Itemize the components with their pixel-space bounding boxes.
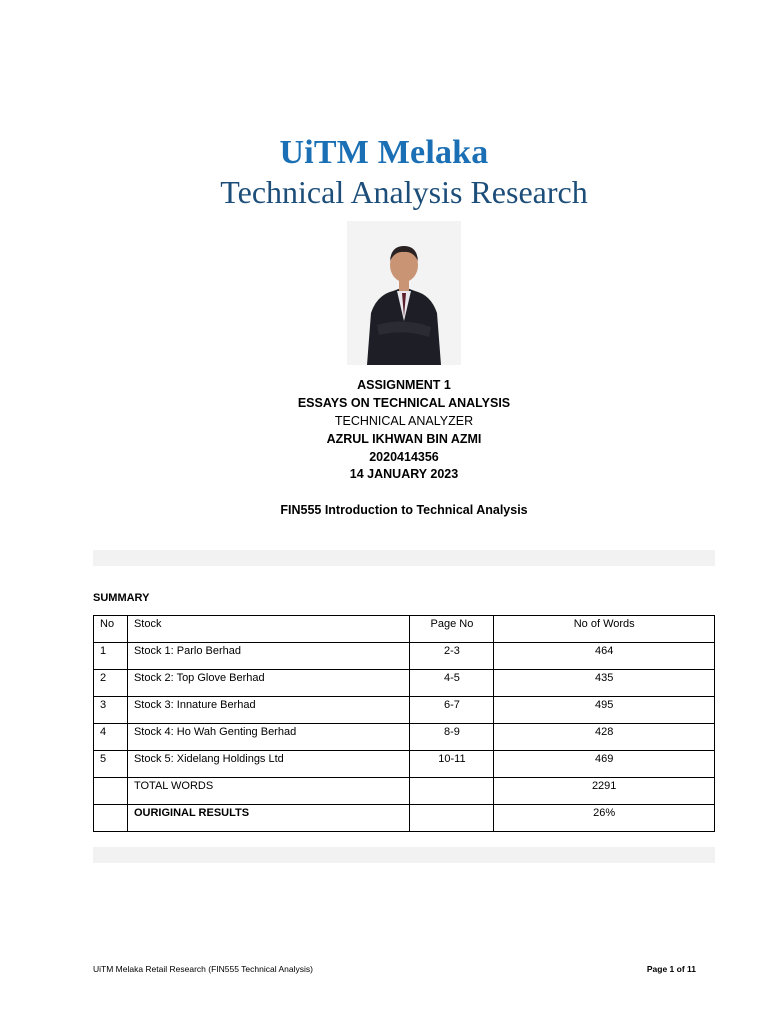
originality-row <box>94 805 715 832</box>
assignment-label: ASSIGNMENT 1 <box>357 378 451 392</box>
cell-words: 464 <box>494 643 715 670</box>
table-header-row <box>94 616 715 643</box>
cell-page: 8-9 <box>410 724 494 751</box>
footer-left: UiTM Melaka Retail Research (FIN555 Technical Analysis) <box>93 964 313 974</box>
col-header-stock: Stock <box>127 616 410 643</box>
cell-no: 3 <box>94 697 128 724</box>
author-name: AZRUL IKHWAN BIN AZMI <box>326 432 482 446</box>
summary-table <box>93 615 715 832</box>
cell-words: 495 <box>494 697 715 724</box>
student-id: 2020414356 <box>369 450 439 464</box>
author-photo <box>347 221 461 365</box>
submission-date: 14 JANUARY 2023 <box>349 467 459 481</box>
table-row <box>94 724 715 751</box>
cell-page: 4-5 <box>410 670 494 697</box>
cell-page: 2-3 <box>410 643 494 670</box>
cell-no: 1 <box>94 643 128 670</box>
originality-label: OURIGINAL RESULTS <box>127 805 410 832</box>
total-words-row <box>94 778 715 805</box>
table-row <box>94 643 715 670</box>
cell-no: 5 <box>94 751 128 778</box>
course-title: FIN555 Introduction to Technical Analysis <box>280 503 528 517</box>
col-header-no: No <box>94 616 128 643</box>
divider-band-bottom <box>93 847 715 863</box>
institution-title: UiTM Melaka <box>279 134 489 171</box>
originality-value: 26% <box>494 805 715 832</box>
report-title: Technical Analysis Research <box>220 174 588 210</box>
cell-no: 2 <box>94 670 128 697</box>
total-words-value: 2291 <box>494 778 715 805</box>
cell-words: 428 <box>494 724 715 751</box>
table-row <box>94 697 715 724</box>
cell-page: 6-7 <box>410 697 494 724</box>
cell-page: 10-11 <box>410 751 494 778</box>
table-row <box>94 670 715 697</box>
col-header-words: No of Words <box>494 616 715 643</box>
cell-stock: Stock 4: Ho Wah Genting Berhad <box>127 724 410 751</box>
table-row <box>94 751 715 778</box>
cell-stock: Stock 1: Parlo Berhad <box>127 643 410 670</box>
role-label: TECHNICAL ANALYZER <box>334 414 474 428</box>
cell-words: 469 <box>494 751 715 778</box>
page-number: Page 1 of 11 <box>646 964 696 974</box>
cell-no: 4 <box>94 724 128 751</box>
cell-stock: Stock 2: Top Glove Berhad <box>127 670 410 697</box>
essays-label: ESSAYS ON TECHNICAL ANALYSIS <box>297 396 511 410</box>
total-words-label: TOTAL WORDS <box>127 778 410 805</box>
col-header-page-no: Page No <box>410 616 494 643</box>
summary-label: SUMMARY <box>93 592 150 604</box>
cell-words: 435 <box>494 670 715 697</box>
cell-stock: Stock 3: Innature Berhad <box>127 697 410 724</box>
cell-stock: Stock 5: Xidelang Holdings Ltd <box>127 751 410 778</box>
divider-band-top <box>93 550 715 566</box>
